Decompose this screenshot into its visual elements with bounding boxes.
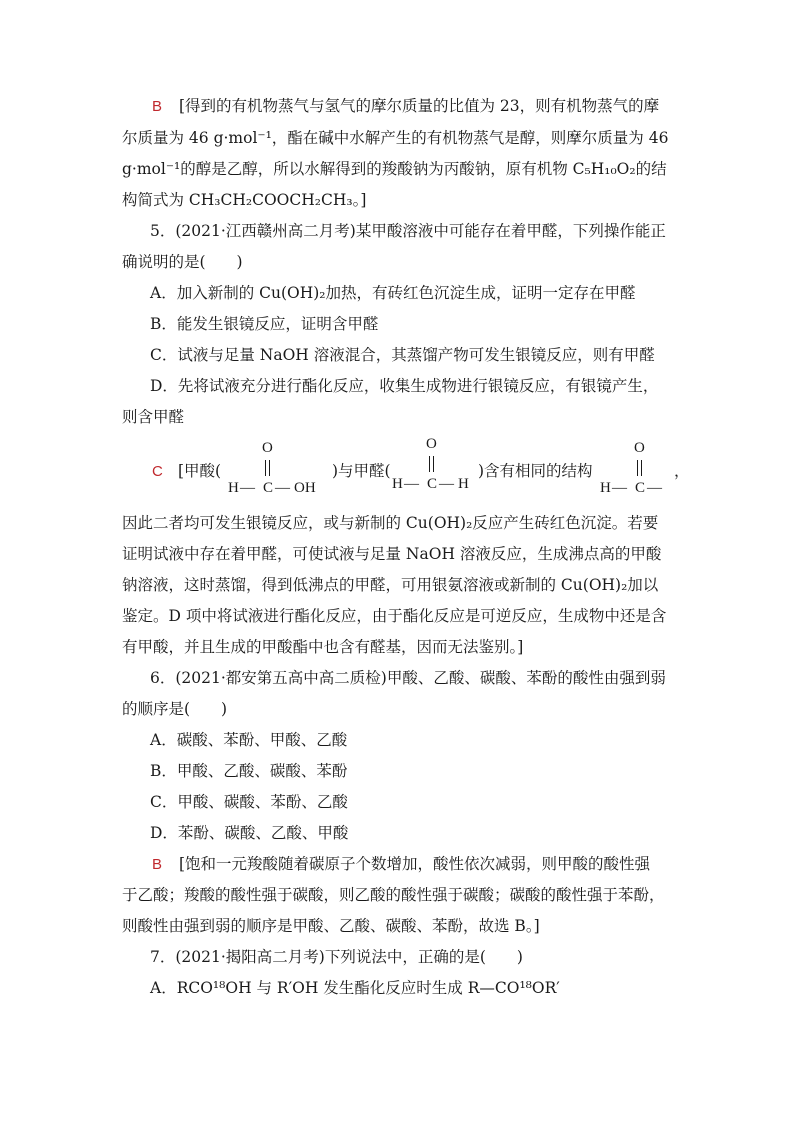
q6-option-a: A．碳酸、苯酚、甲酸、乙酸 <box>150 731 348 749</box>
q5-explanation-line6: 有甲酸，并且生成的甲酸酯中也含有醛基，因而无法鉴别。] <box>122 638 524 656</box>
aldehyde-group-structure: O H — C — <box>600 440 662 496</box>
double-bond <box>429 456 434 472</box>
q6-stem-line1: 6．(2021·都安第五高中高二质检)甲酸、乙酸、碳酸、苯酚的酸性由强到弱 <box>150 669 666 687</box>
q6-explanation-line3: 则酸性由强到弱的顺序是甲酸、乙酸、碳酸、苯酚，故选 B。] <box>122 917 540 935</box>
q6-option-b: B．甲酸、乙酸、碳酸、苯酚 <box>150 762 348 780</box>
q4-explanation-line4: 构简式为 CH₃CH₂COOCH₂CH₃。] <box>122 191 367 209</box>
q5-explanation-line5: 鉴定。D 项中将试液进行酯化反应，由于酯化反应是可逆反应，生成物中还是含 <box>122 607 667 625</box>
answer-letter: B <box>152 856 163 873</box>
q5-explanation-part3: )含有相同的结构 <box>478 462 593 480</box>
q7-option-a: A．RCO¹⁸OH 与 R′OH 发生酯化反应时生成 R—CO¹⁸OR′ <box>150 979 560 997</box>
q5-stem-line2: 确说明的是( ) <box>122 253 243 271</box>
q5-explanation-line3: 证明试液中存在着甲醛，可使试液与足量 NaOH 溶液反应，生成沸点高的甲酸 <box>122 545 662 563</box>
q5-stem-line1: 5．(2021·江西赣州高二月考)某甲酸溶液中可能存在着甲醛，下列操作能正 <box>150 222 666 240</box>
q4-explanation-line1: B [得到的有机物蒸气与氢气的摩尔质量的比值为 23，则有机物蒸气的摩 <box>152 97 660 115</box>
formic-acid-structure: O H — C — OH <box>228 440 316 496</box>
q5-option-b: B．能发生银镜反应，证明含甲醛 <box>150 315 379 333</box>
q6-stem-line2: 的顺序是( ) <box>122 700 228 718</box>
q5-option-d-line2: 则含甲醛 <box>122 408 185 426</box>
q5-explanation-line1 <box>152 460 163 483</box>
q5-option-a: A．加入新制的 Cu(OH)₂加热，有砖红色沉淀生成，证明一定存在甲醛 <box>150 284 636 302</box>
q4-explanation-line3: g·mol⁻¹的醇是乙醇，所以水解得到的羧酸钠为丙酸钠，原有机物 C₅H₁₀O₂的结 <box>122 160 667 178</box>
double-bond <box>265 460 270 476</box>
q6-explanation-line1: B [饱和一元羧酸随着碳原子个数增加，酸性依次减弱，则甲酸的酸性强 <box>152 855 651 873</box>
double-bond <box>637 460 642 476</box>
q5-explanation-part4: ， <box>674 462 690 480</box>
formaldehyde-structure: O H — C — H <box>392 436 469 492</box>
q5-option-d-line1: D．先将试液充分进行酯化反应，收集生成物进行银镜反应，有银镜产生， <box>150 377 659 395</box>
q7-stem: 7．(2021·揭阳高二月考)下列说法中，正确的是( ) <box>150 948 523 966</box>
q5-explanation-part2: )与甲醛( <box>332 462 391 480</box>
q5-option-c: C．试液与足量 NaOH 溶液混合，其蒸馏产物可发生银镜反应，则有甲醛 <box>150 346 655 364</box>
answer-letter: C <box>152 463 163 480</box>
q5-explanation-line4: 钠溶液，这时蒸馏，得到低沸点的甲醛，可用银氨溶液或新制的 Cu(OH)₂加以 <box>122 576 659 594</box>
q6-option-c: C．甲酸、碳酸、苯酚、乙酸 <box>150 793 348 811</box>
q6-explanation-line2: 于乙酸；羧酸的酸性强于碳酸，则乙酸的酸性强于碳酸；碳酸的酸性强于苯酚， <box>122 886 665 904</box>
q4-explanation-line2: 尔质量为 46 g·mol⁻¹，酯在碱中水解产生的有机物蒸气是醇，则摩尔质量为 46 <box>122 129 669 147</box>
q6-option-d: D．苯酚、碳酸、乙酸、甲酸 <box>150 824 349 842</box>
answer-letter: B <box>152 98 163 115</box>
q5-explanation-line2: 因此二者均可发生银镜反应，或与新制的 Cu(OH)₂反应产生砖红色沉淀。若要 <box>122 514 659 532</box>
q5-explanation-part1: [甲酸( <box>178 462 222 480</box>
